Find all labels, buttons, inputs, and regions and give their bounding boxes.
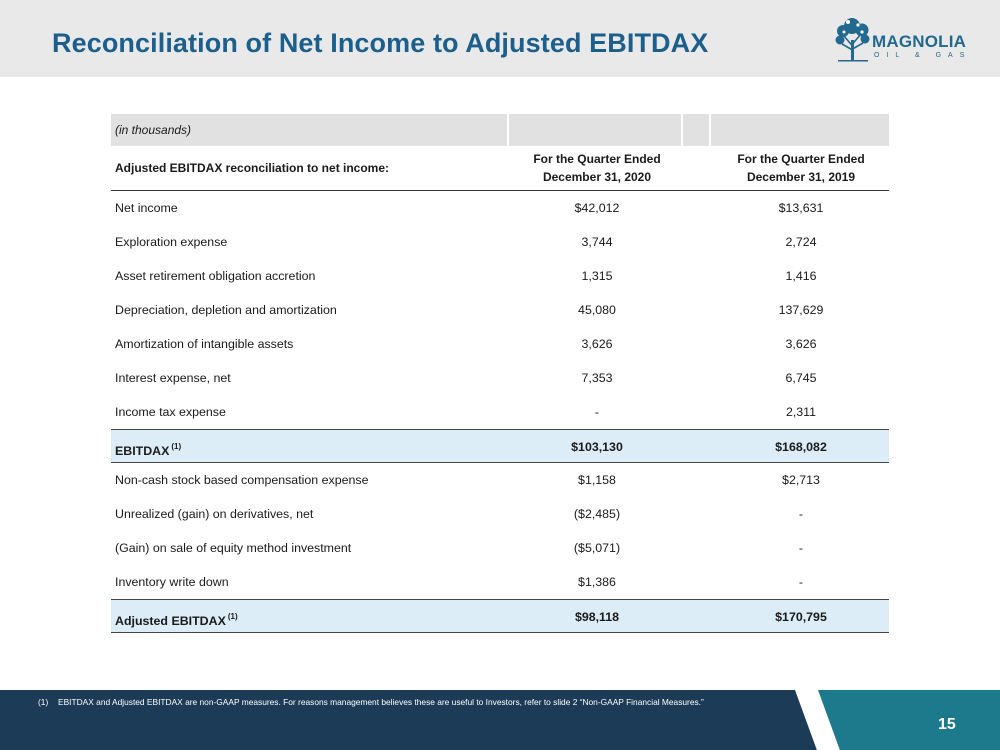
table-row (111, 259, 889, 293)
value-2020: $1,158 (578, 473, 616, 487)
value-2020: ($2,485) (573, 507, 621, 521)
table-row (111, 463, 889, 497)
value-2020: - (594, 405, 600, 419)
footer-accent (818, 690, 1000, 750)
table-header-row (111, 146, 889, 191)
table-row (111, 293, 889, 327)
value-2020: 7,353 (581, 371, 613, 385)
column-header-2019-line2: December 31, 2019 (746, 170, 856, 184)
column-divider (507, 114, 509, 146)
value-2019: 3,626 (785, 337, 817, 351)
value-2020: $1,386 (578, 575, 616, 589)
row-label (115, 430, 181, 464)
value-2020: 3,744 (581, 235, 613, 249)
value-2019: 137,629 (778, 303, 824, 317)
value-2019: - (798, 541, 804, 555)
value-2019: 2,724 (785, 235, 817, 249)
adjusted-ebitdax-total-row (111, 599, 889, 633)
table-row (111, 497, 889, 531)
row-label (115, 600, 238, 634)
unit-note: (in thousands) (115, 123, 192, 137)
column-header-2020-line1: For the Quarter Ended (533, 152, 661, 166)
row-label: Non-cash stock based compensation expense (115, 473, 369, 487)
logo-name: MAGNOLIA (872, 32, 967, 51)
table-row (111, 565, 889, 599)
adjusted-ebitdax-label: Adjusted EBITDAX (115, 614, 226, 628)
table-row (111, 327, 889, 361)
value-2020: $98,118 (574, 610, 620, 624)
page-title: Reconciliation of Net Income to Adjusted EBITDAX (52, 28, 709, 58)
row-label: Depreciation, depletion and amortization (115, 303, 337, 317)
table-row (111, 225, 889, 259)
column-header-2019 (711, 146, 891, 191)
value-2019: $13,631 (778, 201, 824, 215)
header-bar (0, 0, 1000, 77)
column-divider (709, 114, 711, 146)
unit-note-row (111, 114, 889, 146)
column-divider (681, 114, 683, 146)
row-label: Unrealized (gain) on derivatives, net (115, 507, 314, 521)
ebitdax-total-row (111, 429, 889, 463)
value-2020: 3,626 (581, 337, 613, 351)
footnote-number: (1) (38, 697, 49, 707)
table-row (111, 395, 889, 429)
value-2019: $168,082 (775, 440, 827, 454)
value-2020: $42,012 (574, 201, 620, 215)
column-header-2019-line1: For the Quarter Ended (737, 152, 865, 166)
value-2019: $170,795 (775, 610, 827, 624)
row-label: Exploration expense (115, 235, 228, 249)
value-2019: - (798, 507, 804, 521)
column-header-2020-line2: December 31, 2020 (542, 170, 652, 184)
row-label: (Gain) on sale of equity method investment (115, 541, 352, 555)
row-label: Amortization of intangible assets (115, 337, 294, 351)
row-label: Net income (115, 201, 178, 215)
ebitdax-label: EBITDAX (115, 444, 170, 458)
row-label: Interest expense, net (115, 371, 231, 385)
column-header-2020 (507, 146, 687, 191)
value-2020: 45,080 (578, 303, 616, 317)
value-2020: $103,130 (571, 440, 623, 454)
row-label: Income tax expense (115, 405, 226, 419)
value-2019: - (798, 575, 804, 589)
value-2019: 2,311 (785, 405, 817, 419)
page-number: 15 (938, 716, 956, 733)
company-logo (834, 16, 972, 64)
footnote-text: EBITDAX and Adjusted EBITDAX are non-GAAP measures. For reasons management believes these are useful to Investors, refer to slide 2 “Non-GAAP Financial Measures.” (58, 697, 704, 707)
value-2020: 1,315 (581, 269, 613, 283)
footnote-marker: (1) (171, 442, 182, 451)
header-label: Adjusted EBITDAX reconciliation to net income: (115, 161, 390, 175)
row-label: Asset retirement obligation accretion (115, 269, 316, 283)
reconciliation-table (111, 114, 889, 633)
value-2019: 1,416 (785, 269, 817, 283)
value-2019: 6,745 (785, 371, 817, 385)
value-2020: ($5,071) (573, 541, 621, 555)
table-row (111, 361, 889, 395)
tree-icon (834, 16, 872, 62)
value-2019: $2,713 (782, 473, 820, 487)
footnote-marker: (1) (227, 612, 238, 621)
logo-subtitle: OIL & GAS (874, 52, 972, 59)
table-row (111, 531, 889, 565)
row-label: Inventory write down (115, 575, 229, 589)
table-row (111, 191, 889, 225)
